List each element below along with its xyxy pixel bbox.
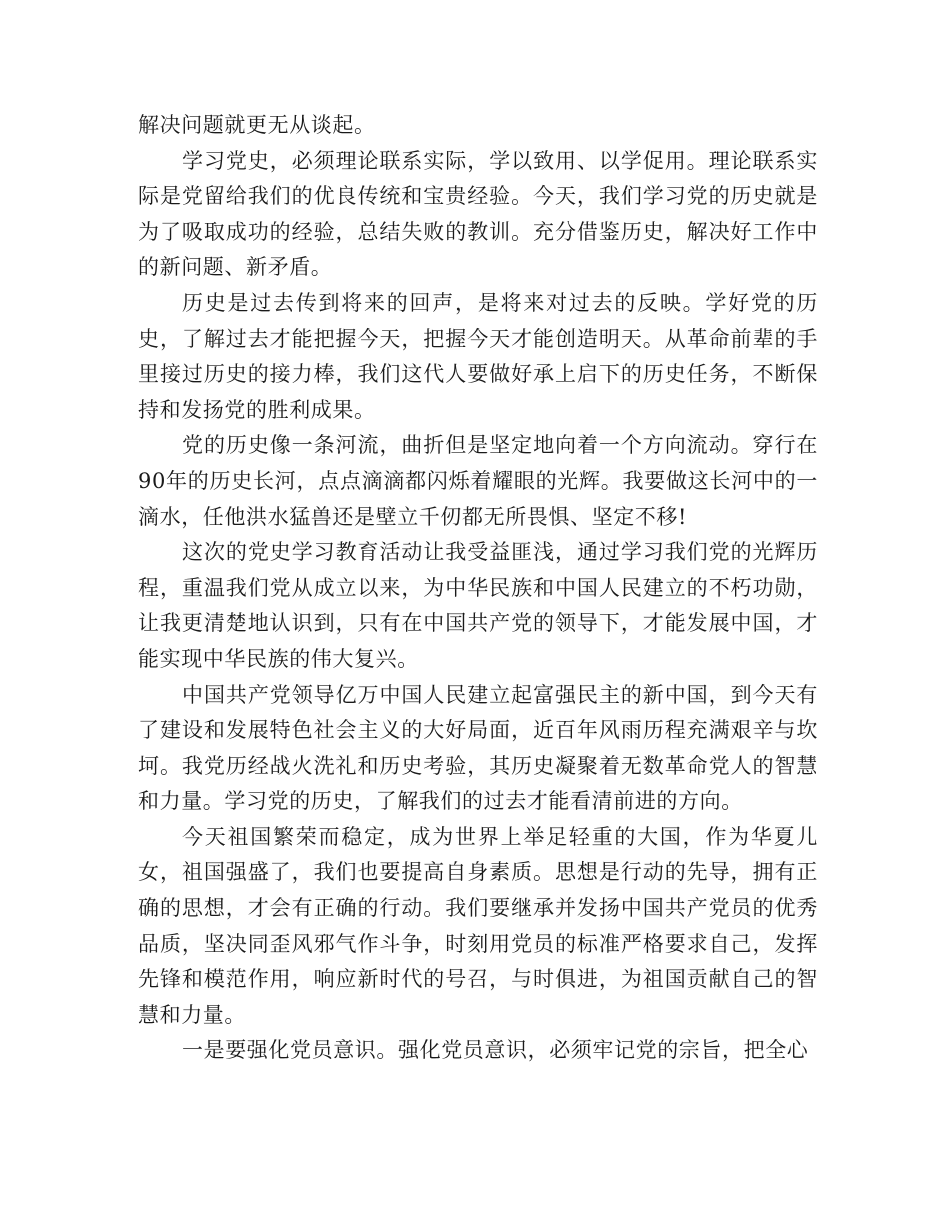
paragraph: 中国共产党领导亿万中国人民建立起富强民主的新中国，到今天有了建设和发展特色社会主义的大好局面，近百年风雨历程充满艰辛与坎坷。我党历经战火洗礼和历史考验，其历史凝聚着无数革命党人的智慧和力量。学习党的历史，了解我们的过去才能看清前进的方向。 [138, 682, 818, 814]
paragraph: 这次的党史学习教育活动让我受益匪浅，通过学习我们党的光辉历程，重温我们党从成立以来，为中华民族和中国人民建立的不朽功勋，让我更清楚地认识到，只有在中国共产党的领导下，才能发展中国，才能实现中华民族的伟大复兴。 [138, 540, 818, 671]
paragraph: 学习党史，必须理论联系实际，学以致用、以学促用。理论联系实际是党留给我们的优良传统和宝贵经验。今天，我们学习党的历史就是为了吸取成功的经验，总结失败的教训。充分借鉴历史，解决好工作中的新问题、新矛盾。 [138, 148, 818, 280]
document-body [138, 108, 818, 1069]
paragraph: 历史是过去传到将来的回声，是将来对过去的反映。学好党的历史，了解过去才能把握今天，把握今天才能创造明天。从革命前辈的手里接过历史的接力棒，我们这代人要做好承上启下的历史任务，不断保持和发扬党的胜利成果。 [138, 290, 818, 422]
paragraph: 解决问题就更无从谈起。 [138, 113, 376, 137]
paragraph: 党的历史像一条河流，曲折但是坚定地向着一个方向流动。穿行在90年的历史长河，点点滴滴都闪烁着耀眼的光辉。我要做这长河中的一滴水，任他洪水猛兽还是壁立千仞都无所畏惧、坚定不移! [138, 433, 818, 529]
paragraph: 一是要强化党员意识。强化党员意识，必须牢记党的宗旨，把全心 [182, 1038, 809, 1063]
paragraph: 今天祖国繁荣而稳定，成为世界上举足轻重的大国，作为华夏儿女，祖国强盛了，我们也要提高自身素质。思想是行动的先导，拥有正确的思想，才会有正确的行动。我们要继承并发扬中国共产党员的优秀品质，坚决同歪风邪气作斗争，时刻用党员的标准严格要求自己，发挥先锋和模范作用，响应新时代的号召，与时俱进，为祖国贡献自己的智慧和力量。 [138, 824, 818, 1027]
